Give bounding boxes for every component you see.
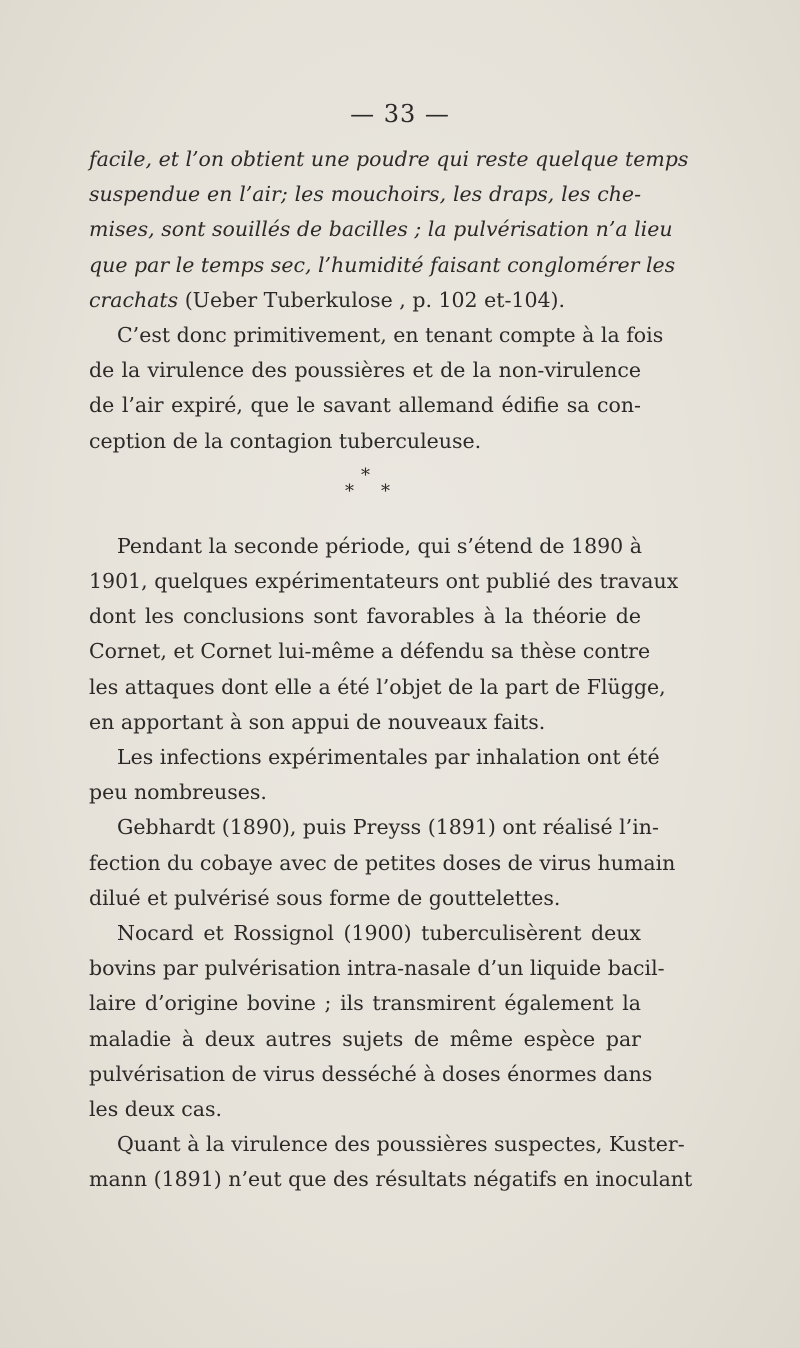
paragraph-4 <box>89 740 660 810</box>
paragraph-5 <box>89 810 676 916</box>
text-line: les deux cas. <box>89 1097 222 1122</box>
text-line: Cornet, et Cornet lui-même a défendu sa thèse contre <box>89 639 651 664</box>
text-line: ception de la contagion tuberculeuse. <box>89 428 482 453</box>
text-line: pulvérisation de virus desséché à doses énormes dans <box>89 1061 653 1086</box>
section-separator <box>89 459 641 529</box>
text-line: en apportant à son appui de nouveaux faits. <box>89 709 546 734</box>
text-line: Quant à la virulence des poussières suspectes, Kuster- <box>117 1132 685 1157</box>
separator-asterisk: * <box>345 480 354 502</box>
text-line: de l’air expiré, que le savant allemand édifie sa con- <box>89 393 641 418</box>
citation: (Ueber Tuberkulose , p. 102 et-104). <box>178 287 566 312</box>
text-line: maladie à deux autres sujets de même espèce par <box>89 1026 641 1051</box>
text-line: Pendant la seconde période, qui s’étend de 1890 à <box>117 533 642 558</box>
page-number: — 33 — <box>350 100 450 128</box>
text-line: les attaques dont elle a été l’objet de la part de Flügge, <box>89 674 666 699</box>
text-line: de la virulence des poussières et de la non-virulence <box>89 358 641 383</box>
text-line: Gebhardt (1890), puis Preyss (1891) ont réalisé l’in- <box>117 815 659 840</box>
text-line: Nocard et Rossignol (1900) tuberculisèrent deux <box>117 921 641 946</box>
text-line: mises, sont souillés de bacilles ; la pulvérisation n’a lieu <box>89 217 673 242</box>
text-line: laire d’origine bovine ; ils transmirent également la <box>89 991 641 1016</box>
text-line: fection du cobaye avec de petites doses de virus humain <box>89 850 676 875</box>
text-line: bovins par pulvérisation intra-nasale d’un liquide bacil- <box>89 956 665 981</box>
text-line: que par le temps sec, l’humidité faisant conglomérer les <box>89 252 676 277</box>
text-line: C’est donc primitivement, en tenant compte à la fois <box>117 323 664 348</box>
paragraph-7 <box>89 1127 693 1197</box>
text-line: facile, et l’on obtient une poudre qui reste quelque temps <box>89 147 689 171</box>
paragraph-1 <box>89 142 689 318</box>
body-text <box>89 142 693 1198</box>
text-line: suspendue en l’air; les mouchoirs, les draps, les che- <box>89 182 641 207</box>
paragraph-3 <box>89 529 679 740</box>
text-line <box>89 283 641 318</box>
text-line: 1901, quelques expérimentateurs ont publié des travaux <box>89 569 679 594</box>
separator-asterisk: * <box>361 464 370 486</box>
paragraph-6 <box>89 916 665 1127</box>
italic-term: crachats <box>89 287 179 312</box>
text-line: dilué et pulvérisé sous forme de gouttelettes. <box>89 885 561 910</box>
text-line: dont les conclusions sont favorables à la théorie de <box>89 604 641 629</box>
separator-asterisk: * <box>381 480 390 502</box>
text-line: peu nombreuses. <box>89 780 267 805</box>
text-line: Les infections expérimentales par inhalation ont été <box>117 745 660 770</box>
paragraph-2 <box>89 318 664 459</box>
text-line: mann (1891) n’eut que des résultats négatifs en inoculant <box>89 1167 693 1192</box>
